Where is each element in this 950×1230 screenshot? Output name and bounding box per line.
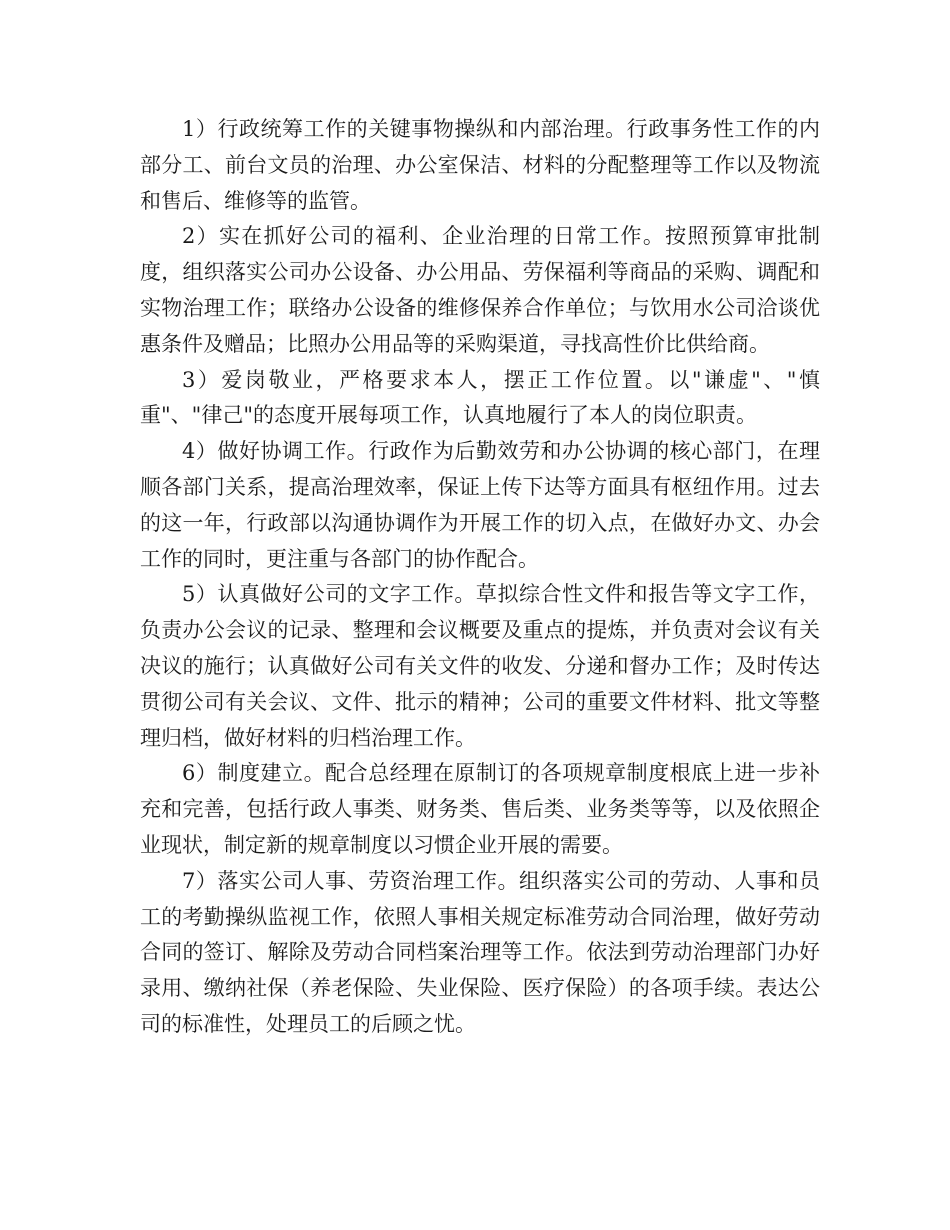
document-body <box>140 112 820 1043</box>
paragraph-2: 2）实在抓好公司的福利、企业治理的日常工作。按照预算审批制度，组织落实公司办公设备、办公用品、劳保福利等商品的采购、调配和实物治理工作；联络办公设备的维修保养合作单位；与饮用水公司洽谈优惠条件及赠品；比照办公用品等的采购渠道，寻找高性价比供给商。 <box>140 224 820 356</box>
paragraph-1: 1）行政统筹工作的关键事物操纵和内部治理。行政事务性工作的内部分工、前台文员的治理、办公室保洁、材料的分配整理等工作以及物流和售后、维修等的监管。 <box>140 117 820 213</box>
paragraph-7: 7）落实公司人事、劳资治理工作。组织落实公司的劳动、人事和员工的考勤操纵监视工作，依照人事相关规定标准劳动合同治理，做好劳动合同的签订、解除及劳动合同档案治理等工作。依法到劳动治理部门办好录用、缴纳社保（养老保险、失业保险、医疗保险）的各项手续。表达公司的标准性，处理员工的后顾之忧。 <box>140 868 820 1036</box>
paragraph-6: 6）制度建立。配合总经理在原制订的各项规章制度根底上进一步补充和完善，包括行政人事类、财务类、售后类、业务类等等，以及依照企业现状，制定新的规章制度以习惯企业开展的需要。 <box>140 761 820 857</box>
paragraph-4: 4）做好协调工作。行政作为后勤效劳和办公协调的核心部门，在理顺各部门关系，提高治理效率，保证上传下达等方面具有枢纽作用。过去的这一年，行政部以沟通协调作为开展工作的切入点，在做好办文、办会工作的同时，更注重与各部门的协作配合。 <box>140 439 820 571</box>
paragraph-3: 3）爱岗敬业，严格要求本人，摆正工作位置。以"谦虚"、"慎重"、"律己"的态度开展每项工作，认真地履行了本人的岗位职责。 <box>140 367 820 428</box>
paragraph-5: 5）认真做好公司的文字工作。草拟综合性文件和报告等文字工作，负责办公会议的记录、整理和会议概要及重点的提炼，并负责对会议有关决议的施行；认真做好公司有关文件的收发、分递和督办工作；及时传达贯彻公司有关会议、文件、批示的精神；公司的重要文件材料、批文等整理归档，做好材料的归档治理工作。 <box>140 582 820 750</box>
